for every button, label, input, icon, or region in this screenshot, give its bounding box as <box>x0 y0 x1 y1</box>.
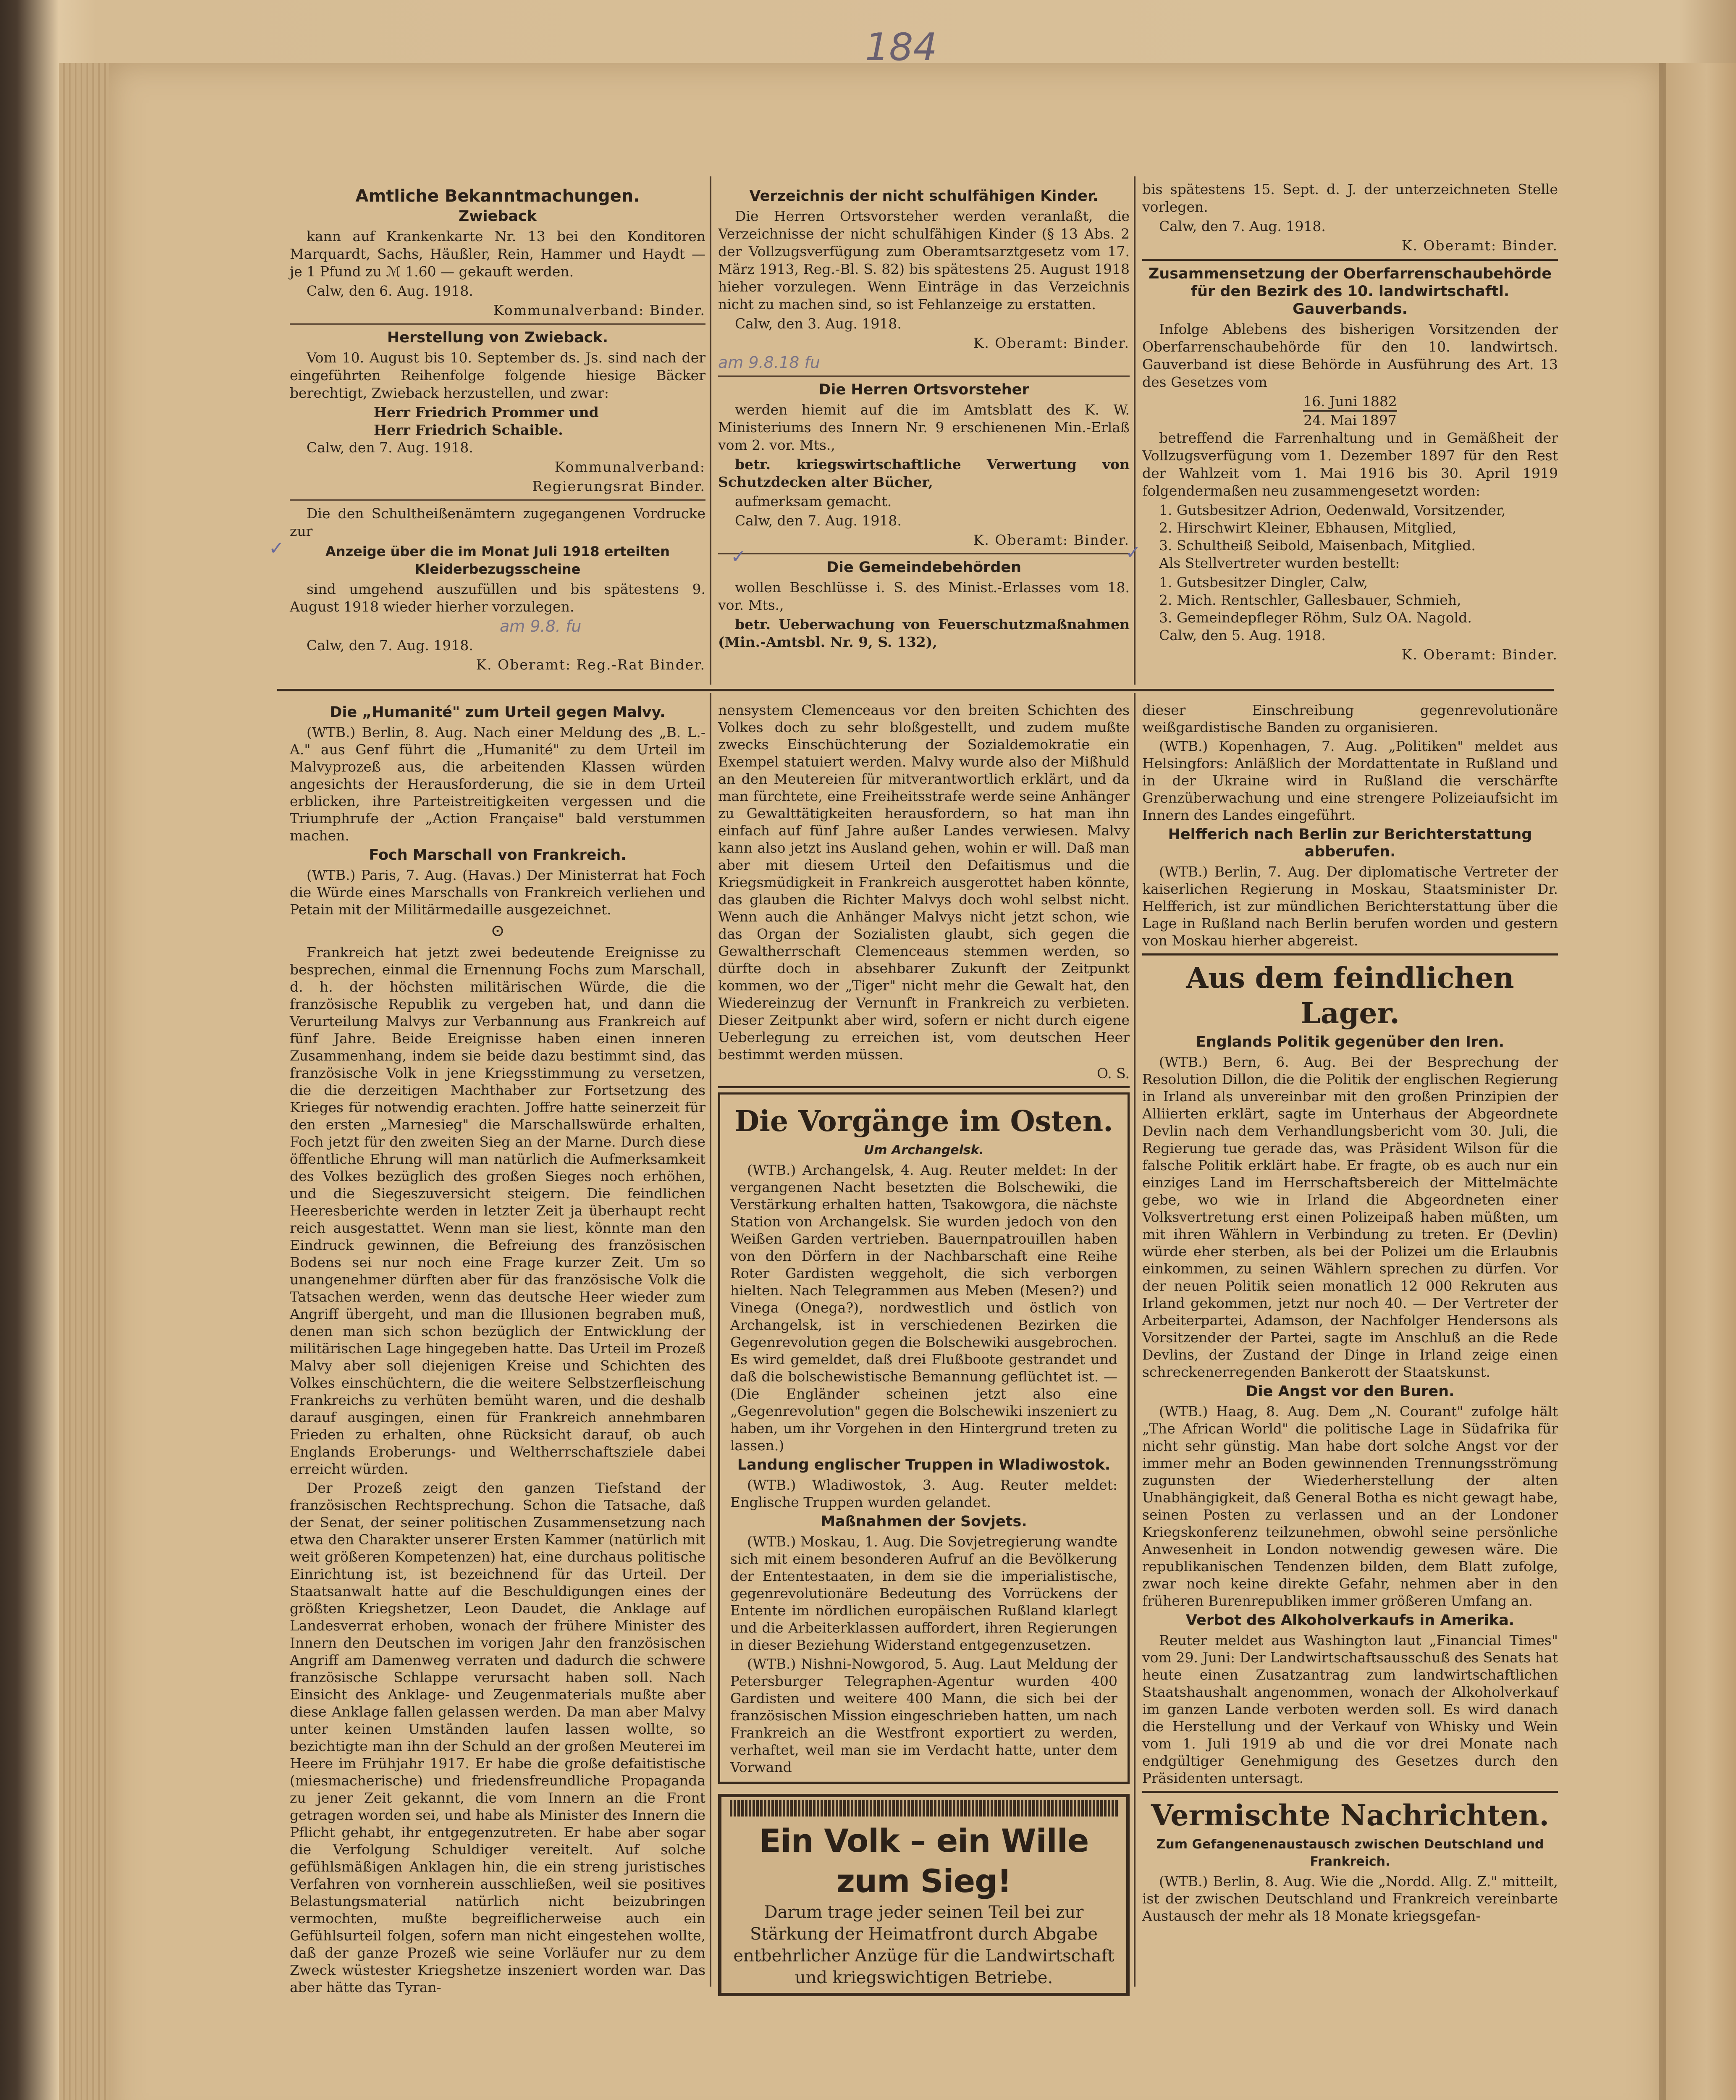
column-top-right <box>1142 181 1558 665</box>
section-title: Aus dem feindlichen Lager. <box>1186 961 1514 1030</box>
notice-text: Die Herren Ortsvorsteher werden veranlaßt, die Verzeichnisse der nicht schulfähigen Kinder (§ 13 Abs. 2 der Vollzugsverfügung zum Oberamtsarztgesetz vom 17. März 1913, Reg.-Bl. S. 82) bis spätestens 25. August 1918 hieher vorzulegen. Wenn Einträge in das Verzeichnis nicht zu machen sind, so ist Fehlanzeige zu erstatten. <box>718 208 1130 312</box>
fraction-bottom: 24. Mai 1897 <box>1303 412 1397 428</box>
article-title: Verbot des Alkoholverkaufs in Amerika. <box>1185 1612 1515 1629</box>
notice-title: Zwieback <box>458 208 537 225</box>
divider <box>1142 953 1558 956</box>
notice-title: Die Gemeindebehörden <box>826 559 1022 576</box>
notice-title: Die Herren Ortsvorsteher <box>818 381 1029 398</box>
article-text: (WTB.) Bern, 6. Aug. Bei der Besprechung der Resolution Dillon, die die Politik der englischen Regierung in Irland als unvereinbar mit den großen Prinzipien der Alliierten erklärt, sagte im Unterhaus der Abgeordnete Devlin nach dem Verhandlungsbericht vom 30. Juli, die Regierung tue gerade das, was Präsident Wilson für die falsche Politik erklärt habe. Er fragte, ob es auch nur ein einziges Land im Herrschaftsbereich der Mittelmächte gebe, wo wie in Irland die Abgeordneten einer Volksvertretung erst einen Polizeipaß haben müßten, um mit ihren Wählern in Verbindung zu treten. Er (Devlin) würde eher sterben, als bei der Polizei um die Erlaubnis einkommen, zu seinen Wählern sprechen zu dürfen. Vor der neuen Politik seien monatlich 12 000 Rekruten aus Irland gekommen, jetzt nur noch 40. — Der Vertreter der Arbeiterpartei, Adamson, der Nachfolger Hendersons als Vorsitzender der Partei, sagte im Anschluß an die Rede Devlins, der Zustand der Dinge in Irland zeige einen schreckenerregenden Bankerott der Staatskunst. <box>1142 1054 1558 1380</box>
notice-date: Calw, den 7. Aug. 1918. <box>735 512 902 529</box>
notice-signature: Kommunalverband: <box>554 459 705 475</box>
notice-name: Herr Friedrich Schaible. <box>374 422 563 438</box>
divider <box>718 375 1130 377</box>
notice-signature: K. Oberamt: Binder. <box>1401 237 1558 254</box>
notice-date: Calw, den 6. Aug. 1918. <box>307 283 473 299</box>
fraction-top: 16. Juni 1882 <box>1303 393 1397 412</box>
pencil-note: am 9.8.18 fu <box>718 353 820 372</box>
article-text: (WTB.) Wladiwostok, 3. Aug. Reuter meldet: Englische Truppen wurden gelandet. <box>730 1477 1117 1510</box>
pencil-check-mark: ✓ <box>1125 542 1141 563</box>
notice-date: Calw, den 5. Aug. 1918. <box>1159 627 1326 643</box>
notice-text: wollen Beschlüsse i. S. des Minist.-Erlasses vom 18. vor. Mts., <box>718 579 1130 613</box>
notice-name: Herr Friedrich Prommer und <box>374 404 599 420</box>
article-text: (WTB.) Kopenhagen, 7. Aug. „Politiken" meldet aus Helsingfors: Anläßlich der Mordattentate in Rußland und in der Ukraine wird in Rußland die verschärfte Grenzüberwachung und eine strengere Polizeiaufsicht im Innern des Landes eingeführt. <box>1142 738 1558 823</box>
notice-text: Vom 10. August bis 10. September ds. Js. sind nach der eingeführten Reihenfolge folgende hiesige Bäcker berechtigt, Zwieback herzustellen, und zwar: <box>290 349 705 401</box>
column-bottom-right <box>1142 701 1558 1926</box>
article-text: (WTB.) Moskau, 1. Aug. Die Sovjetregierung wandte sich mit einem besonderen Aufruf an die Bevölkerung der Ententestaaten, in dem sie die imperialistische, gegenrevolutionäre Bedeutung des Vorrückens der Entente im nördlichen europäischen Rußland klarlegt und die Arbeiterklassen auffordert, ihren Regierungen in dieser Beziehung Widerstand entgegenzusetzen. <box>730 1533 1117 1653</box>
divider <box>718 1086 1130 1088</box>
east-report-frame <box>718 1092 1130 1784</box>
notice-text: kann auf Krankenkarte Nr. 13 bei den Konditoren Marquardt, Sachs, Häußler, Rein, Hammer und Haydt — je 1 Pfund zu ℳ 1.60 — gekauft werden. <box>290 228 705 280</box>
notice-signature: K. Oberamt: Binder. <box>973 532 1130 548</box>
article-text: (WTB.) Berlin, 8. Aug. Nach einer Meldung des „B. L.-A." aus Genf führt die „Humanité" zu dem Urteil im Malvyprozeß aus, die arbeitenden Klassen würden angesichts der Herausforderung, die sie in dem Urteil erblicken, ihre Parteistreitigkeiten vergessen und die Triumphrufe der „Action Française" bald verstummen machen. <box>290 724 705 844</box>
notice-title: Verzeichnis der nicht schulfähigen Kinder. <box>749 188 1099 205</box>
article-text: (WTB.) Paris, 7. Aug. (Havas.) Der Ministerrat hat Foch die Würde eines Marschalls von Frankreich verliehen und Petain mit der Militärmedaille ausgezeichnet. <box>290 867 705 918</box>
notice-text: werden hiemit auf die im Amtsblatt des K. W. Ministeriums des Innern Nr. 9 erschienenen Min.-Erlaß vom 2. vor. Mts., <box>718 402 1130 453</box>
article-subtitle: Um Archangelsk. <box>863 1143 984 1158</box>
article-subtitle: Englands Politik gegenüber den Iren. <box>1196 1034 1505 1050</box>
notice-text: Als Stellvertreter wurden bestellt: <box>1159 555 1400 571</box>
notice-signature: Regierungsrat Binder. <box>532 478 705 494</box>
article-text: Reuter meldet aus Washington laut „Financial Times" vom 29. Juni: Der Landwirtschaftsausschuß des Senats hat heute einen Zusatzantrag zum landwirtschaftlichen Staatshaushalt angenommen, wonach der Alkoholverkauf im ganzen Lande verboten werden soll. Es wird danach die Herstellung und der Verkauf von Whisky und Wein vom 1. Juli 1919 ab und die vor drei Monate nach endgültiger Genehmigung des Gesetzes durch den Präsidenten untersagt. <box>1142 1632 1558 1786</box>
notice-text: sind umgehend auszufüllen und bis spätestens 9. August 1918 wieder hierher vorzulegen. <box>290 581 705 615</box>
article-title: Die Vorgänge im Osten. <box>734 1105 1113 1138</box>
notice-title: Herstellung von Zwieback. <box>387 329 608 346</box>
pencil-check-mark: ✓ <box>269 538 284 559</box>
notice-emphasis: Anzeige über die im Monat Juli 1918 erteilten Kleiderbezugsscheine <box>325 543 670 577</box>
page-edge <box>1659 63 1666 2100</box>
page-number: 184 <box>865 25 937 69</box>
notice-text: Die den Schultheißenämtern zugegangenen Vordrucke zur <box>290 505 705 539</box>
column-rule <box>1134 176 1135 685</box>
list-item: 3. Schultheiß Seibold, Maisenbach, Mitglied. <box>1159 537 1476 554</box>
notice-text: betr. kriegswirtschaftliche Verwertung von Schutzdecken alter Bücher, <box>718 456 1130 490</box>
column-top-middle <box>718 185 1130 653</box>
list-item: 3. Gemeindepfleger Röhm, Sulz OA. Nagold. <box>1159 609 1472 626</box>
pencil-note: am 9.8. fu <box>500 617 582 635</box>
article-title: Landung englischer Truppen in Wladiwostok. <box>737 1457 1111 1473</box>
notice-text: betreffend die Farrenhaltung und in Gemäßheit der Vollzugsverfügung vom 1. Dezember 1897 für den Rest der Wahlzeit vom 1. Mai 1916 bis 30. April 1919 folgendermaßen neu zusammengesetzt worden: <box>1142 430 1558 499</box>
notice-text: aufmerksam gemacht. <box>735 493 892 509</box>
divider <box>718 553 1130 554</box>
section-divider <box>277 689 1554 691</box>
article-subtitle: Zum Gefangenenaustausch zwischen Deutschland und Frankreich. <box>1156 1837 1544 1869</box>
notice-date: Calw, den 7. Aug. 1918. <box>307 439 473 456</box>
notice-signature: K. Oberamt: Binder. <box>1401 646 1558 663</box>
article-title: Foch Marschall von Frankreich. <box>369 847 627 864</box>
list-item: 1. Gutsbesitzer Dingler, Calw, <box>1159 574 1368 591</box>
column-top-left <box>290 185 705 675</box>
notice-date: Calw, den 3. Aug. 1918. <box>735 315 902 332</box>
notice-text: betr. Ueberwachung von Feuerschutzmaßnahmen (Min.-Amtsbl. Nr. 9, S. 132), <box>718 616 1130 650</box>
article-title: Die Angst vor den Buren. <box>1246 1383 1455 1400</box>
article-text: Frankreich hat jetzt zwei bedeutende Ereignisse zu besprechen, einmal die Ernennung Fochs zum Marschall, d. h. der höchsten militärischen Würde, die die französische Republik zu vergeben hat, und dann die Verurteilung Malvys zur Verbannung aus Frankreich auf fünf Jahre. Beide Ereignisse haben einen inneren Zusammenhang, indem sie beide dazu bestimmt sind, das französische Volk in jene Kriegsstimmung zu versetzen, die die derzeitigen Machthaber zur Fortsetzung des Krieges für notwendig erachten. Joffre hatte seinerzeit für den ersten „Marnesieg" die Marschallswürde erhalten, Foch jetzt für den zweiten Sieg an der Marne. Durch diese öffentliche Ehrung will man natürlich die Aufmerksamkeit des Volkes bezüglich des großen Sieges noch erhöhen, und die Siegeszuversicht steigern. Die feindlichen Heeresberichte werden in letzter Zeit ja überhaupt recht reich ausgestattet. Wenn man sie liest, könnte man den Eindruck gewinnen, die Befreiung des französischen Bodens sei nur noch eine Frage kurzer Zeit. Um so unangenehmer dürften aber für das französische Volk die Tatsachen werden, wenn das deutsche Heer wieder zum Angriff übergeht, und man die Illusionen begraben muß, denen man sich schon bezüglich der Entwicklung der militärischen Lage hingegeben hatte. Das Urteil im Prozeß Malvy aber soll diejenigen Kreise und Schichten des Volkes einschüchtern, die die weitere Selbstzerfleischung Frankreichs zu verhüten bemüht waren, und die deshalb darauf ausgingen, einen für Frankreich annehmbaren Frieden zu erhalten, ohne Rücksicht darauf, ob auch Englands Eroberungs- und Weltherrschaftsziele dabei erreicht würden. <box>290 944 705 1477</box>
column-bottom-middle <box>718 701 1130 1996</box>
column-rule <box>710 176 711 685</box>
article-title: Maßnahmen der Sovjets. <box>821 1513 1027 1530</box>
notice-signature: K. Oberamt: Binder. <box>973 335 1130 351</box>
notice-signature: K. Oberamt: Reg.-Rat Binder. <box>476 656 705 673</box>
column-bottom-left <box>290 701 705 1998</box>
deputy-list <box>1142 574 1558 627</box>
list-item: 1. Gutsbesitzer Adrion, Oedenwald, Vorsitzender, <box>1159 502 1506 518</box>
article-text: nensystem Clemenceaus vor den breiten Schichten des Volkes doch zu sehr bloßgestellt, und zudem mußte zwecks Einschüchterung der Sozialdemokratie ein Exempel statuiert werden. Malvy wurde also der Mißhuld an den Meutereien für mitverantwortlich erklärt, und da man fürchtete, eine Freiheitsstrafe werde seine Anhänger zu Gewalttätigkeiten herausfordern, so hat man ihn einfach auf fünf Jahre außer Landes verwiesen. Malvy kann also jetzt ins Ausland gehen, wohin er will. Daß man aber mit diesem Urteil den Defaitismus und die Kriegsmüdigkeit in Frankreich ausgerottet haben könnte, das glauben die Richter Malvys doch wohl selbst nicht. Wenn auch die Anhänger Malvys nicht jetzt schon, wie das Organ der Sozialisten glaubt, sich gegen die Gewaltherrschaft Clemenceaus stemmen werden, so dürfte doch in absehbarer Zukunft der Zeitpunkt kommen, wo der „Tiger" nicht mehr die Gewalt hat, den Wiedereinzug der Vernunft in Frankreich zu verbieten. Dieser Zeitpunkt aber wird, sofern er nicht durch eigene Ueberlegung zu erreichen ist, vom deutschen Heer bestimmt werden müssen. <box>718 702 1130 1063</box>
member-list <box>1142 501 1558 554</box>
article-title: Helfferich nach Berlin zur Berichterstattung abberufen. <box>1168 826 1532 860</box>
advert-text: Darum trage jeder seinen Teil bei zur Stärkung der Heimatfront durch Abgabe entbehrlicher Anzüge für die Landwirtschaft und kriegswichtigen Betriebe. <box>733 1903 1115 1987</box>
notice-text: Infolge Ablebens des bisherigen Vorsitzenden der Oberfarrenschaubehörde für den 10. landwirtsch. Gauverband ist diese Behörde in Ausführung des Art. 13 des Gesetzes vom <box>1142 321 1558 390</box>
law-date-fraction <box>1142 393 1558 429</box>
notice-signature: Kommunalverband: Binder. <box>493 302 705 318</box>
list-item: 2. Mich. Rentschler, Gallesbauer, Schmieh, <box>1159 592 1461 608</box>
hatched-band <box>730 1800 1118 1816</box>
advert-slogan: Ein Volk – ein Wille zum Sieg! <box>759 1822 1089 1900</box>
notice-text: bis spätestens 15. Sept. d. J. der unterzeichneten Stelle vorlegen. <box>1142 181 1558 215</box>
column-rule <box>710 693 711 1987</box>
pencil-check-mark: ✓ <box>731 546 746 567</box>
article-text: (WTB.) Berlin, 7. Aug. Der diplomatische Vertreter der kaiserlichen Regierung in Moskau, Staatsminister Dr. Helfferich, ist zur mündlichen Berichterstattung über die Lage in Rußland nach Berlin berufen worden und gestern von Moskau hierher abgereist. <box>1142 864 1558 949</box>
article-text: dieser Einschreibung gegenrevolutionäre weißgardistische Banden zu organisieren. <box>1142 702 1558 735</box>
column-rule <box>1134 693 1135 1987</box>
article-text: (WTB.) Haag, 8. Aug. Dem „N. Courant" zufolge hält „The African World" die politische Lage in Südafrika für nicht sehr günstig. Man habe dort solche Angst vor der immer mehr an Boden gewinnenden Trennungsströmung zugunsten der Wiederherstellung der alten Unabhängigkeit, daß General Botha es nicht gewagt habe, seinen Posten zu verlassen und an der Londoner Kriegskonferenz teilzunehmen, obwohl seine persönliche Anwesenheit in London notwendig gewesen wäre. Die republikanischen Tendenzen bilden, dem Blatt zufolge, zwar noch keine direkte Gefahr, nehmen aber in den früheren Burenrepubliken immer größeren Umfang an. <box>1142 1403 1558 1609</box>
divider <box>290 499 705 501</box>
notice-date: Calw, den 7. Aug. 1918. <box>307 637 473 654</box>
divider <box>1142 1791 1558 1793</box>
notice-date: Calw, den 7. Aug. 1918. <box>1159 218 1326 234</box>
section-heading: Amtliche Bekanntmachungen. <box>355 186 640 206</box>
divider <box>1142 259 1558 261</box>
article-signature: O. S. <box>1096 1065 1130 1082</box>
section-title: Vermischte Nachrichten. <box>1151 1799 1550 1832</box>
article-text: Der Prozeß zeigt den ganzen Tiefstand der französischen Rechtsprechung. Schon die Tatsache, daß der Senat, der seiner politischen Zusammensetzung nach etwa den Charakter unserer Ersten Kammer (natürlich mit weit größeren Kompetenzen) hat, eine durchaus politische Einrichtung ist, ist bezeichnend für das Urteil. Der Staatsanwalt hatte auf die Beschuldigungen eines der größten Kriegshetzer, Leon Daudet, die Anklage auf Landesverrat erhoben, wonach der frühere Minister des Innern den Deutschen im vorigen Jahr den französischen Angriff am Damenweg verraten und dadurch die schwere französische Schlappe verursacht haben soll. Nach Einsicht des Anklage- und Zeugenmaterials mußte aber diese Anklage fallen gelassen werden. Da man aber Malvy unter keinen Umständen laufen lassen wollte, so bezichtigte man ihn der Schuld an der großen Meuterei im Heere im Frühjahr 1917. Er habe die große defaitistische (miesmacherische) und friedensfreundliche Propaganda zu jener Zeit gekannt, die vom Innern an die Front getragen worden sei, und habe als Minister des Innern die Pflicht gehabt, ihr entgegenzutreten. Er habe aber sogar die Verfolgung Schuldiger vereitelt. Auf solche gefühlsmäßigen Anklagen hin, die ein streng juristisches Verfahren von vornherein ausschließen, weil sie positives Belastungsmaterial natürlich nicht beizubringen vermochten, mußte begreiflicherweise auch ein Gefühlsurteil folgen, sofern man nicht eingestehen wollte, daß der ganze Prozeß wie seine Vorläufer nur zu dem Zweck wüstester Kriegshetze inszeniert worden war. Das aber hätte das Tyran- <box>290 1480 705 1995</box>
notice-title: Zusammensetzung der Oberfarrenschaubehörde für den Bezirk des 10. landwirtschaftl. Gauverbands. <box>1149 265 1552 318</box>
list-item: 2. Hirschwirt Kleiner, Ebhausen, Mitglied, <box>1159 520 1457 536</box>
article-text: (WTB.) Berlin, 8. Aug. Wie die „Nordd. Allg. Z." mitteilt, ist der zwischen Deutschland und Frankreich vereinbarte Austausch der mehr als 18 Monate kriegsgefan- <box>1142 1873 1558 1924</box>
article-text: (WTB.) Nishni-Nowgorod, 5. Aug. Laut Meldung der Petersburger Telegraphen-Agentur wurden 400 Gardisten und weitere 400 Mann, die sich bei der französischen Mission eingeschrieben hatten, um nach Frankreich an die Westfront exportiert zu werden, verhaftet, weil man sie im Verdacht hatte, unter dem Vorwand <box>730 1656 1117 1775</box>
propaganda-advert <box>718 1794 1130 1996</box>
article-title: Die „Humanité" zum Urteil gegen Malvy. <box>330 704 666 721</box>
binding-edge <box>59 63 109 2100</box>
article-text: (WTB.) Archangelsk, 4. Aug. Reuter meldet: In der vergangenen Nacht besetzten die Bolschewiki, die Verstärkung erhalten hatten, Tsakowgora, die nächste Station von Archangelsk. Sie wurden jedoch von den Weißen Garden vertrieben. Bauernpatrouillen haben von den Dörfern in der Nachbarschaft eine Reihe Roter Gardisten weggeholt, die sich verborgen hielten. Nach Telegrammen aus Meben (Mesen?) und Vinega (Onega?), nordwestlich und östlich von Archangelsk, ist in verschiedenen Bezirken die Gegenrevolution gegen die Bolschewiki ausgebrochen. Es wird gemeldet, daß drei Flußboote gestrandet und daß die bolschewistische Bemannung geflüchtet ist. — (Die Engländer scheinen jetzt also eine „Gegenrevolution" gegen die Bolschewiki inszeniert zu haben, um ihr Vorgehen in den Hintergrund treten zu lassen.) <box>730 1162 1117 1454</box>
next-page-edge <box>1663 63 1736 2100</box>
separator-ornament: ⊙ <box>490 921 505 940</box>
divider <box>290 323 705 325</box>
